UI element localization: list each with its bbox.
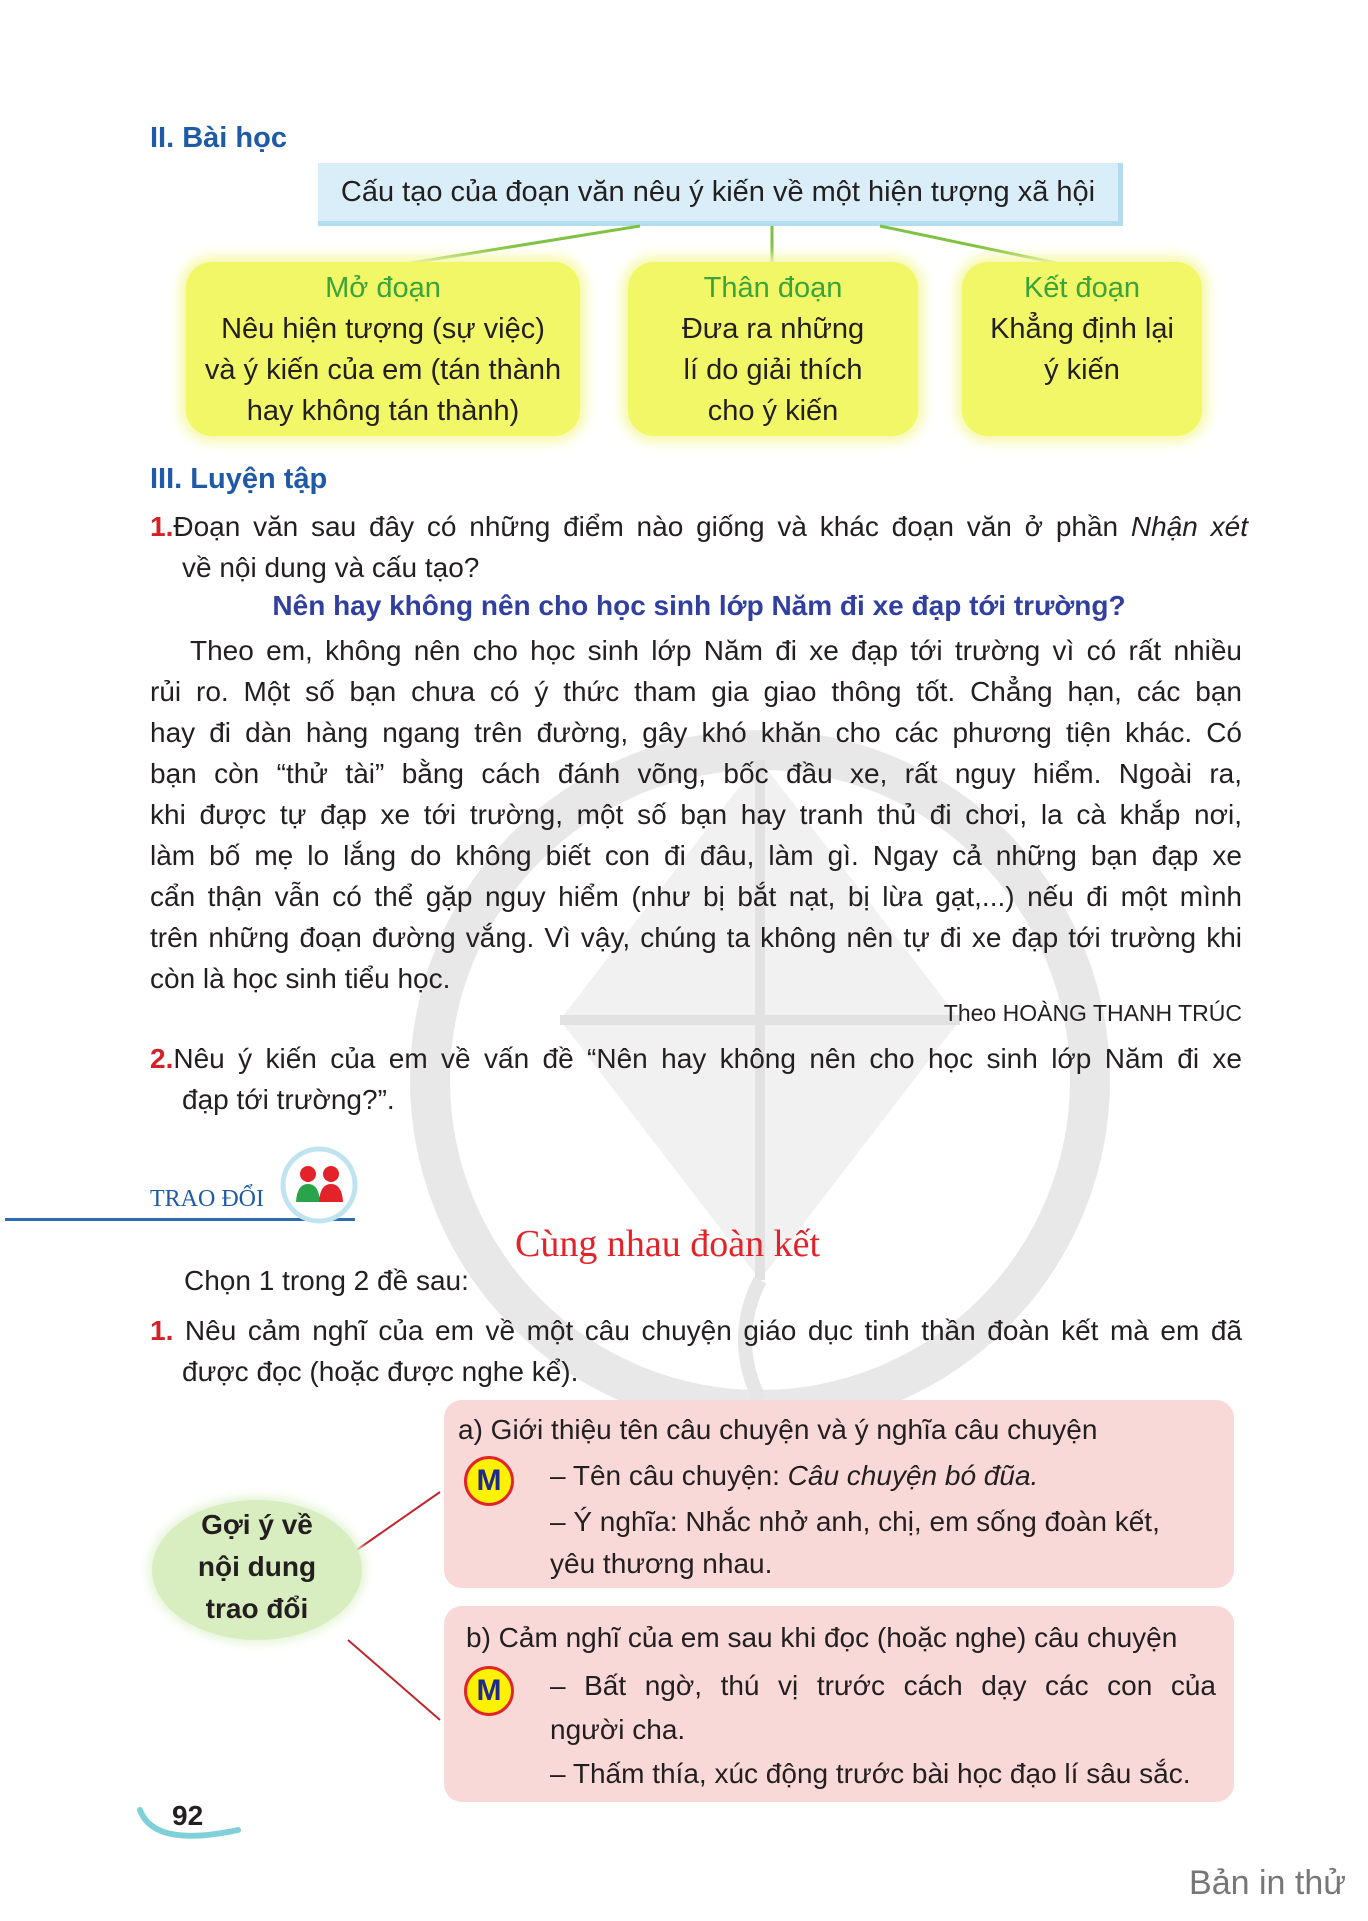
question-text: Nêu cảm nghĩ của em về một câu chuyện giáo dục tinh thần đoàn kết mà em đã bbox=[184, 1315, 1243, 1346]
passage-line: hay đi dàn hàng ngang trên đường, gây khó khăn cho các phương tiện khác. Có bbox=[150, 717, 1242, 748]
question-text: Đoạn văn sau đây có những điểm nào giống và khác đoạn văn ở phần bbox=[173, 511, 1131, 542]
box-heading: Thân đoạn bbox=[703, 272, 843, 304]
question-text: đạp tới trường?”. bbox=[182, 1084, 395, 1115]
question-1 bbox=[150, 506, 1248, 588]
model-badge: M bbox=[464, 1666, 514, 1716]
hint-line: trao đổi bbox=[205, 1593, 309, 1624]
box-line: ý kiến bbox=[1044, 354, 1120, 386]
question-number: 1. bbox=[150, 1315, 174, 1346]
exchange-intro: Chọn 1 trong 2 đề sau: bbox=[184, 1265, 469, 1296]
passage-body bbox=[150, 630, 1242, 999]
passage-line: khi được tự đạp xe tới trường, một số bạn hay tranh thủ đi chơi, la cà khắp nơi, bbox=[150, 799, 1242, 830]
question-text: về nội dung và cấu tạo? bbox=[182, 552, 480, 583]
box-line: hay không tán thành) bbox=[246, 395, 520, 427]
box-b-line-2: người cha. bbox=[550, 1714, 686, 1745]
question-text: được đọc (hoặc được nghe kể). bbox=[182, 1356, 579, 1387]
box-heading: Kết đoạn bbox=[1023, 272, 1141, 304]
box-a-story bbox=[550, 1454, 1038, 1498]
diagram-title: Cấu tạo của đoạn văn nêu ý kiến về một hiện tượng xã hội bbox=[318, 163, 1123, 226]
box-a-meaning-1: – Ý nghĩa: Nhắc nhở anh, chị, em sống đoàn kết, bbox=[550, 1506, 1160, 1537]
passage-line: còn là học sinh tiểu học. bbox=[150, 963, 451, 994]
box-a-meaning-2: yêu thương nhau. bbox=[550, 1548, 773, 1579]
question-number: 1. bbox=[150, 511, 174, 542]
hint-bubble bbox=[152, 1500, 362, 1640]
question-text: Nêu ý kiến của em về vấn đề “Nên hay không nên cho học sinh lớp Năm đi xe bbox=[173, 1043, 1242, 1074]
page-number: 92 bbox=[172, 1800, 204, 1831]
box-line: Nêu hiện tượng (sự việc) bbox=[221, 313, 545, 345]
box-b-title: b) Cảm nghĩ của em sau khi đọc (hoặc nghe) câu chuyện bbox=[466, 1622, 1178, 1653]
passage-line: trên những đoạn đường vắng. Vì vậy, chúng ta không nên tự đi xe đạp tới trường khi bbox=[150, 922, 1242, 953]
box-line: và ý kiến của em (tán thành bbox=[204, 354, 562, 386]
passage-title: Nên hay không nên cho học sinh lớp Năm đi xe đạp tới trường? bbox=[272, 590, 1126, 621]
diagram-box-opening bbox=[186, 262, 580, 436]
section-title-practice: III. Luyện tập bbox=[150, 463, 328, 495]
hint-line: nội dung bbox=[197, 1551, 317, 1582]
question-2 bbox=[150, 1038, 1242, 1120]
passage-line: Theo em, không nên cho học sinh lớp Năm đi xe đạp tới trường vì có rất nhiều bbox=[190, 635, 1242, 666]
hint-line: Gợi ý về bbox=[201, 1509, 313, 1540]
exchange-label: TRAO ĐỔI bbox=[150, 1186, 264, 1212]
draft-label: Bản in thử bbox=[1189, 1864, 1346, 1902]
story-name: Câu chuyện bó đũa. bbox=[787, 1460, 1039, 1491]
diagram-connectors bbox=[0, 0, 1368, 300]
passage-line: bạn còn “thử tài” bằng cách đánh võng, bốc đầu xe, rất nguy hiểm. Ngoài ra, bbox=[150, 758, 1242, 789]
box-line: Khẳng định lại bbox=[990, 313, 1174, 345]
passage-line: cẩn thận vẫn có thể gặp nguy hiểm (như bị bắt nạt, bị lừa gạt,...) nếu đi một mình bbox=[150, 881, 1242, 912]
box-line: Đưa ra những bbox=[681, 313, 865, 345]
box-line: cho ý kiến bbox=[707, 395, 839, 427]
hint-box-a bbox=[444, 1400, 1234, 1588]
passage-line: làm bố mẹ lo lắng do không biết con đi đâu, làm gì. Ngay cả những bạn đạp xe bbox=[150, 840, 1242, 871]
box-b-line-1: – Bất ngờ, thú vị trước cách dạy các con của bbox=[550, 1670, 1216, 1701]
box-line: lí do giải thích bbox=[683, 354, 863, 386]
box-a-title: a) Giới thiệu tên câu chuyện và ý nghĩa câu chuyện bbox=[458, 1414, 1098, 1445]
question-number: 2. bbox=[150, 1043, 174, 1074]
diagram-box-body bbox=[628, 262, 918, 436]
question-italic: Nhận xét bbox=[1130, 511, 1248, 542]
box-heading: Mở đoạn bbox=[325, 272, 441, 304]
passage-source: Theo HOÀNG THANH TRÚC bbox=[943, 1000, 1242, 1026]
hint-box-b bbox=[444, 1606, 1234, 1802]
exchange-title: Cùng nhau đoàn kết bbox=[515, 1223, 821, 1265]
people-talking-icon bbox=[280, 1146, 358, 1224]
diagram-box-closing bbox=[962, 262, 1202, 436]
model-badge: M bbox=[464, 1456, 514, 1506]
box-b-line-3: – Thấm thía, xúc động trước bài học đạo lí sâu sắc. bbox=[550, 1758, 1191, 1789]
section-title-lesson: II. Bài học bbox=[150, 122, 287, 154]
story-label: – Tên câu chuyện: bbox=[550, 1460, 788, 1491]
passage-line: rủi ro. Một số bạn chưa có ý thức tham gia giao thông tốt. Chẳng hạn, các bạn bbox=[150, 676, 1242, 707]
